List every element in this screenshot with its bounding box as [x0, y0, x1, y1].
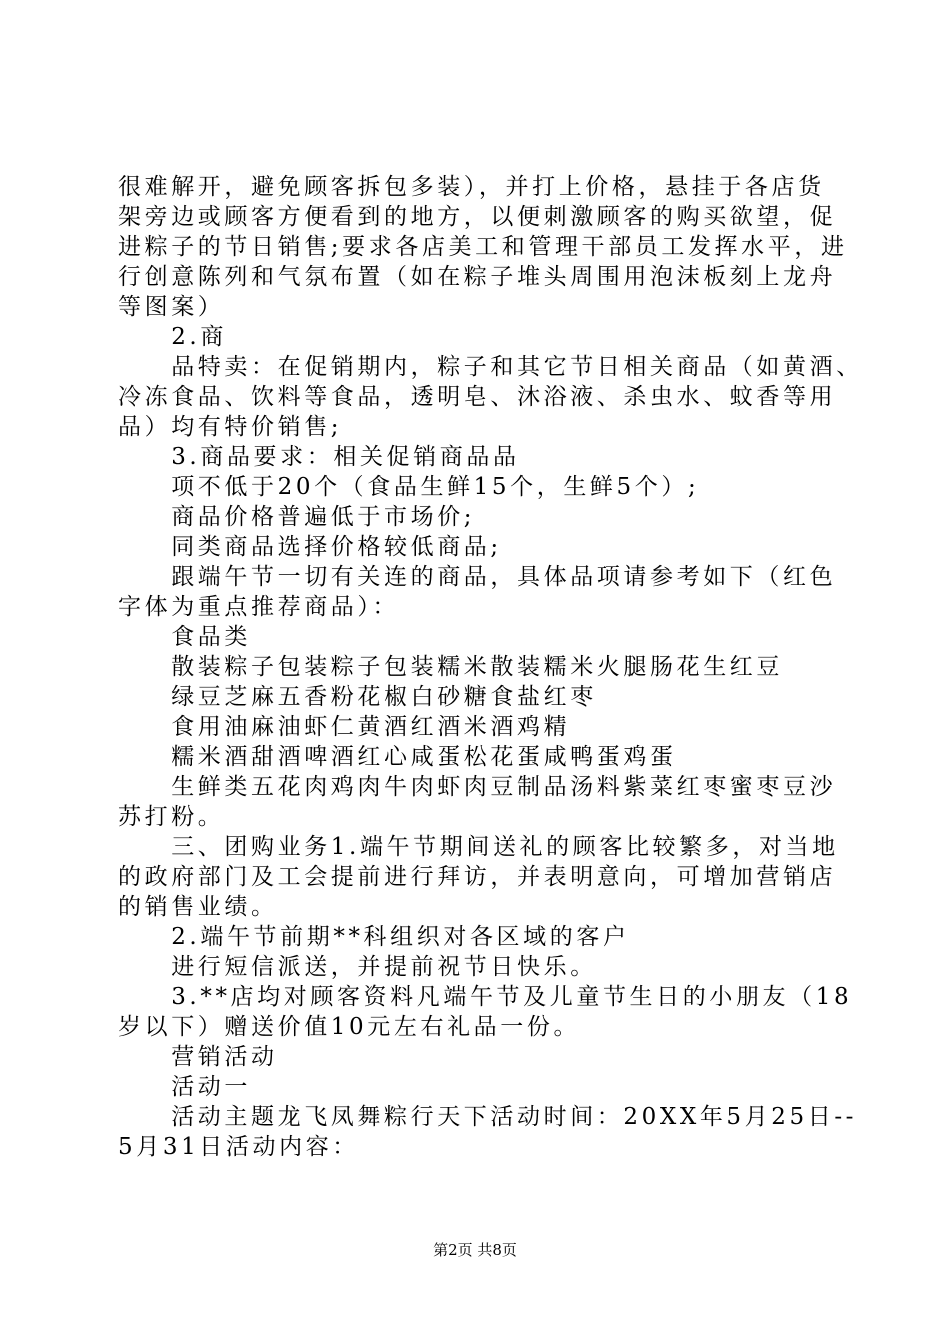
text-line: 的政府部门及工会提前进行拜访，并表明意向，可增加营销店: [118, 864, 837, 890]
text-line: 字体为重点推荐商品）：: [118, 594, 400, 620]
text-line: 很难解开，避免顾客拆包多装），并打上价格，悬挂于各店货: [118, 174, 825, 200]
text-line: 2.端午节前期**科组织对各区域的客户: [118, 924, 630, 950]
text-line: 3.商品要求：相关促销商品品: [118, 444, 520, 470]
text-line: 营销活动: [118, 1044, 278, 1070]
text-line: 绿豆芝麻五香粉花椒白砂糖食盐红枣: [118, 684, 597, 710]
text-line: 跟端午节一切有关连的商品，具体品项请参考如下（红色: [118, 564, 837, 590]
text-line: 糯米酒甜酒啤酒红心咸蛋松花蛋咸鸭蛋鸡蛋: [118, 744, 677, 770]
text-line: 3.**店均对顾客资料凡端午节及儿童节生日的小朋友（18: [118, 984, 853, 1010]
text-line: 品）均有特价销售;: [118, 414, 343, 440]
text-line: 生鲜类五花肉鸡肉牛肉虾肉豆制品汤料紫菜红枣蜜枣豆沙: [118, 774, 837, 800]
text-line: 项不低于20个（食品生鲜15个，生鲜5个）;: [118, 474, 700, 500]
text-line: 行创意陈列和气氛布置（如在粽子堆头周围用泡沫板刻上龙舟: [118, 264, 837, 290]
body-text: [118, 172, 863, 1162]
page-footer: 第2页 共8页: [433, 1241, 517, 1259]
text-line: 食用油麻油虾仁黄酒红酒米酒鸡精: [118, 714, 571, 740]
text-line: 等图案）: [118, 294, 225, 320]
text-line: 同类商品选择价格较低商品;: [118, 534, 502, 560]
text-line: 品特卖：在促销期内，粽子和其它节日相关商品（如黄酒、: [118, 354, 863, 380]
text-line: 冷冻食品、饮料等食品，透明皂、沐浴液、杀虫水、蚊香等用: [118, 384, 837, 410]
text-line: 食品类: [118, 624, 251, 650]
text-line: 散装粽子包装粽子包装糯米散装糯米火腿肠花生红豆: [118, 654, 783, 680]
text-line: 2.商: [118, 324, 227, 350]
text-line: 活动一: [118, 1074, 251, 1100]
text-line: 活动主题龙飞凤舞粽行天下活动时间：20XX年5月25日--: [118, 1104, 858, 1130]
text-line: 进粽子的节日销售;要求各店美工和管理干部员工发挥水平，进: [118, 234, 848, 260]
text-line: 架旁边或顾客方便看到的地方，以便刺激顾客的购买欲望，促: [118, 204, 837, 230]
text-line: 三、团购业务1.端午节期间送礼的顾客比较繁多，对当地: [118, 834, 839, 860]
text-line: 商品价格普遍低于市场价;: [118, 504, 476, 530]
text-line: 5月31日活动内容：: [118, 1134, 359, 1160]
text-line: 苏打粉。: [118, 804, 225, 830]
text-line: 岁以下）赠送价值10元左右礼品一份。: [118, 1014, 581, 1040]
text-line: 进行短信派送，并提前祝节日快乐。: [118, 954, 597, 980]
text-line: 的销售业绩。: [118, 894, 278, 920]
